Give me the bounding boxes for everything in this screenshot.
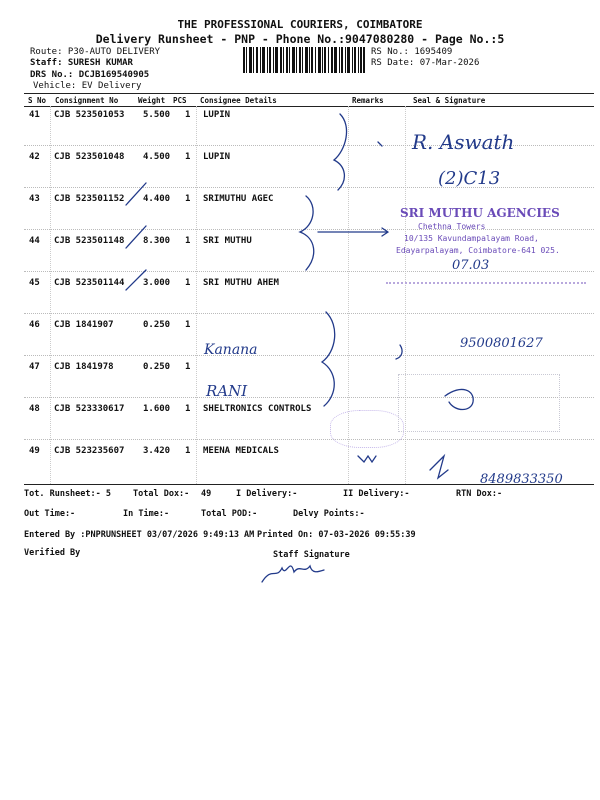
row-weight: 5.500 (143, 110, 171, 120)
verified-by: Verified By (24, 548, 81, 558)
row-weight: 3.420 (143, 446, 171, 456)
total-pod: Total POD:- (201, 509, 258, 519)
row-consignment: CJB 1841978 (54, 362, 114, 372)
signature-aswath: R. Aswath (412, 130, 515, 154)
row-consignee: LUPIN (203, 152, 231, 162)
drs-label: DRS No.: DCJB169540905 (30, 70, 150, 80)
entered-by: Entered By :PNPRUNSHEET 03/07/2026 9:49:13 AM (24, 530, 255, 540)
row-pcs: 1 (185, 152, 191, 162)
row-weight: 8.300 (143, 236, 171, 246)
row-weight: 0.250 (143, 362, 171, 372)
col-consignment: Consignment No (55, 96, 119, 105)
row-pcs: 1 (185, 446, 191, 456)
row-consignee: SRI MUTHU AHEM (203, 278, 279, 288)
route-label: Route: P30-AUTO DELIVERY (30, 47, 161, 57)
row-weight: 0.250 (143, 320, 171, 330)
row-weight: 3.000 (143, 278, 171, 288)
rtn-dox: RTN Dox:- (456, 489, 503, 499)
row-consignment: CJB 523501053 (54, 110, 125, 120)
total-dox-value: 49 (201, 489, 212, 499)
total-dox-label: Total Dox:- (133, 489, 190, 499)
col-sno: S No (28, 96, 47, 105)
row-weight: 4.400 (143, 194, 171, 204)
row-sno: 41 (29, 110, 40, 120)
handwritten-phone-2: 8489833350 (480, 472, 563, 487)
company-title: THE PROFESSIONAL COURIERS, COIMBATORE (177, 18, 423, 31)
row-sno: 42 (29, 152, 40, 162)
runsheet-subtitle: Delivery Runsheet - PNP - Phone No.:9047080280 - Page No.:5 (95, 32, 505, 46)
row-pcs: 1 (185, 320, 191, 330)
rs-number: RS No.: 1695409 (371, 47, 453, 57)
row-consignment: CJB 523330617 (54, 404, 125, 414)
row-pcs: 1 (185, 110, 191, 120)
staff-label: Staff: SURESH KUMAR (30, 58, 133, 68)
row-sno: 48 (29, 404, 40, 414)
faint-stamp (330, 410, 404, 448)
row-sno: 43 (29, 194, 40, 204)
stamp-line3: Edayarpalayam, Coimbatore-641 025. (396, 246, 560, 255)
delvy-points: Delvy Points:- (293, 509, 365, 519)
handwritten-name-2: RANI (206, 382, 248, 400)
in-time: In Time:- (123, 509, 170, 519)
col-remarks: Remarks (352, 96, 384, 105)
row-consignee: MEENA MEDICALS (203, 446, 279, 456)
stamp-line1: Chethna Towers (418, 222, 486, 231)
row-pcs: 1 (185, 362, 191, 372)
row-consignment: CJB 1841907 (54, 320, 114, 330)
i-delivery: I Delivery:- (236, 489, 298, 499)
col-seal-signature: Seal & Signature (413, 96, 486, 105)
row-consignee: SRIMUTHU AGEC (203, 194, 274, 204)
row-consignment: CJB 523501148 (54, 236, 125, 246)
col-consignee: Consignee Details (200, 96, 277, 105)
stamp-border (386, 282, 586, 284)
handwritten-count: (2)C13 (438, 168, 501, 189)
faint-stamp-box (398, 374, 560, 432)
row-consignee: SHELTRONICS CONTROLS (203, 404, 312, 414)
col-pcs: PCS (173, 96, 187, 105)
out-time: Out Time:- (24, 509, 76, 519)
stamp-line2: 10/135 Kavundampalayam Road, (404, 234, 539, 243)
col-weight: Weight (138, 96, 166, 105)
row-consignment: CJB 523501152 (54, 194, 125, 204)
vehicle-label: Vehicle: EV Delivery (33, 81, 142, 91)
stamp-name: SRI MUTHU AGENCIES (400, 206, 560, 220)
row-consignee: LUPIN (203, 110, 231, 120)
row-pcs: 1 (185, 194, 191, 204)
row-consignment: CJB 523501144 (54, 278, 125, 288)
staff-signature-label: Staff Signature (273, 550, 350, 560)
row-consignee: SRI MUTHU (203, 236, 252, 246)
row-pcs: 1 (185, 404, 191, 414)
handwritten-date: 07.03 (452, 258, 490, 273)
handwritten-name-1: Kanana (204, 342, 258, 358)
row-pcs: 1 (185, 278, 191, 288)
row-sno: 44 (29, 236, 40, 246)
row-sno: 49 (29, 446, 40, 456)
row-weight: 4.500 (143, 152, 171, 162)
row-sno: 47 (29, 362, 40, 372)
row-pcs: 1 (185, 236, 191, 246)
row-sno: 45 (29, 278, 40, 288)
row-sno: 46 (29, 320, 40, 330)
tot-runsheet: Tot. Runsheet:- 5 (24, 489, 111, 499)
row-weight: 1.600 (143, 404, 171, 414)
handwritten-phone-1: 9500801627 (460, 336, 543, 351)
ii-delivery: II Delivery:- (343, 489, 410, 499)
printed-on: Printed On: 07-03-2026 09:55:39 (257, 530, 416, 540)
row-consignment: CJB 523501048 (54, 152, 125, 162)
row-consignment: CJB 523235607 (54, 446, 125, 456)
rs-date: RS Date: 07-Mar-2026 (371, 58, 480, 68)
